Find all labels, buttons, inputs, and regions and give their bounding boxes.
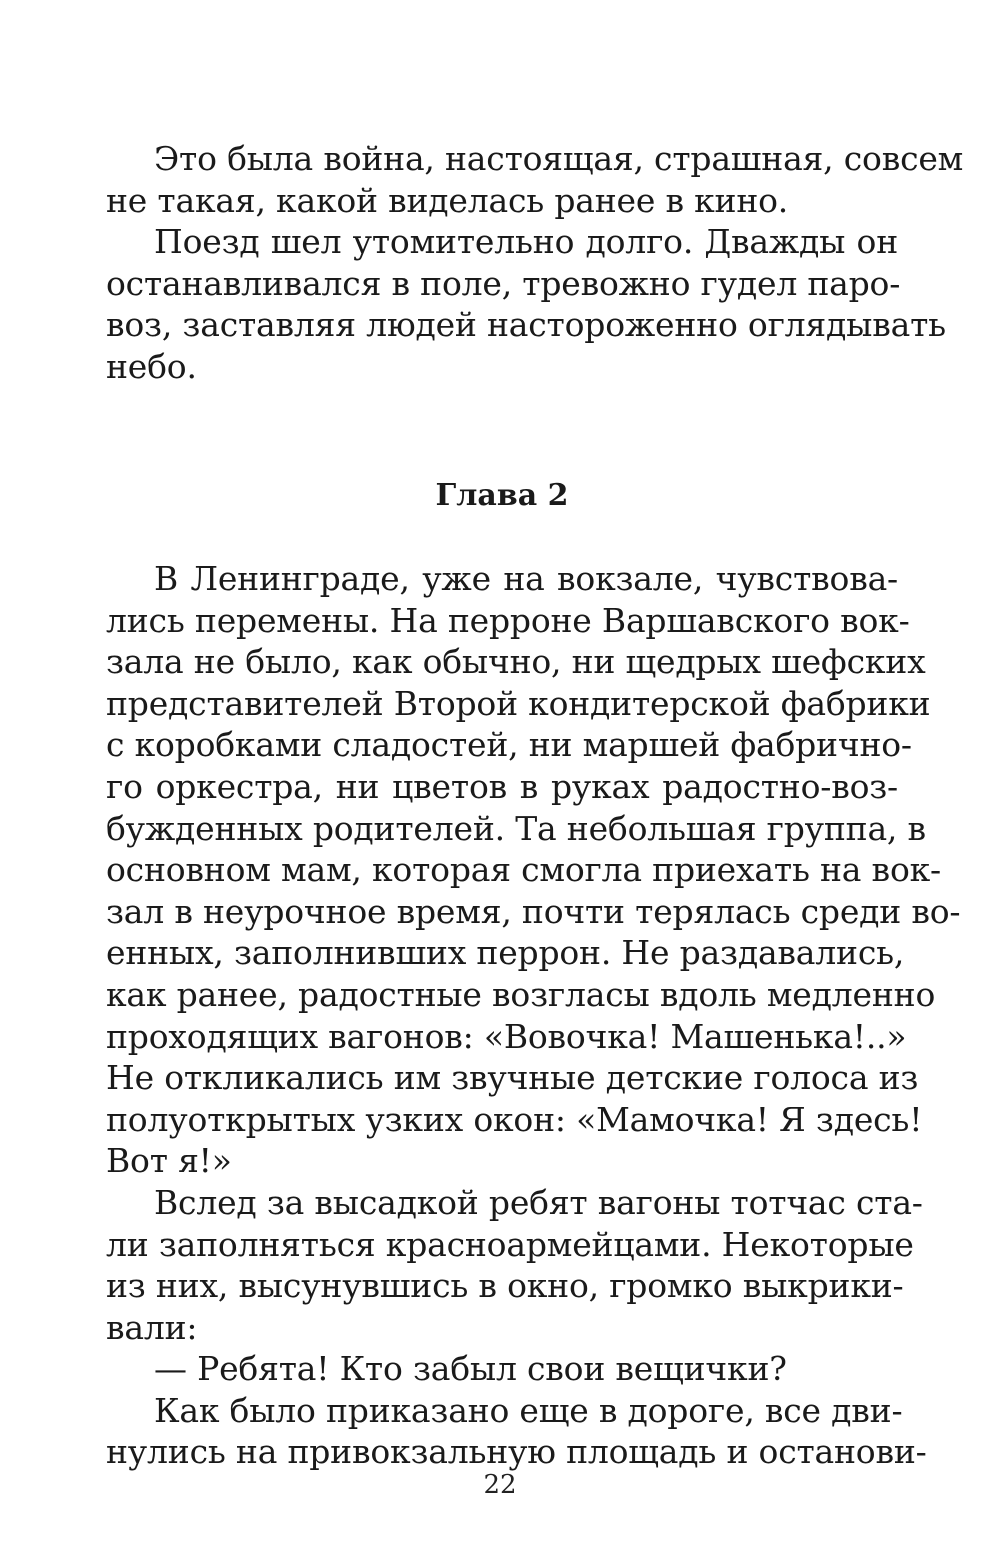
text-line: не такая, какой виделась ранее в кино. bbox=[106, 180, 789, 220]
text-line: из них, высунувшись в окно, громко выкрики- bbox=[106, 1266, 904, 1306]
text-line: останавливался в поле, тревожно гудел паро- bbox=[106, 263, 901, 303]
text-line: го оркестра, ни цветов в руках радостно-воз- bbox=[106, 766, 898, 806]
section-before-chapter bbox=[106, 138, 964, 388]
paragraph bbox=[106, 1390, 927, 1473]
text-line: — Ребята! Кто забыл свои вещички? bbox=[154, 1349, 787, 1389]
text-line: воз, заставляя людей настороженно оглядывать bbox=[106, 305, 946, 345]
text-line: В Ленинграде, уже на вокзале, чувствова- bbox=[154, 559, 898, 598]
text-line: основном мам, которая смогла приехать на вок- bbox=[106, 850, 941, 890]
text-line: Не откликались им звучные детские голоса из bbox=[106, 1058, 919, 1098]
text-line: Поезд шел утомительно долго. Дважды он bbox=[154, 222, 898, 262]
paragraph bbox=[106, 1182, 923, 1348]
text-line: с коробками сладостей, ни маршей фабрично- bbox=[106, 725, 912, 765]
text-line: ли заполняться красноармейцами. Некоторые bbox=[106, 1224, 914, 1264]
page-number: 22 bbox=[483, 1470, 517, 1500]
text-line: как ранее, радостные возгласы вдоль медленно bbox=[106, 974, 936, 1014]
text-line: зала не было, как обычно, ни щедрых шефских bbox=[106, 642, 926, 682]
text-line: Вот я!» bbox=[106, 1141, 232, 1181]
text-line: лись перемены. На перроне Варшавского вок- bbox=[106, 600, 910, 640]
text-line: бужденных родителей. Та небольшая группа, в bbox=[106, 808, 926, 848]
text-line: проходящих вагонов: «Вовочка! Машенька!..» bbox=[106, 1016, 907, 1056]
text-line: небо. bbox=[106, 346, 197, 386]
text-line: Как было приказано еще в дороге, все дви- bbox=[154, 1390, 903, 1430]
paragraph bbox=[106, 558, 961, 1182]
paragraph bbox=[106, 221, 946, 387]
text-line: зал в неурочное время, почти терялась среди во- bbox=[106, 891, 961, 931]
text-line: Вслед за высадкой ребят вагоны тотчас ста- bbox=[154, 1182, 923, 1222]
dialogue-paragraph bbox=[106, 1348, 898, 1390]
text-line: представителей Второй кондитерской фабрики bbox=[106, 683, 931, 723]
text-line: вали: bbox=[106, 1307, 198, 1347]
text-line: полуоткрытых узких окон: «Мамочка! Я здесь! bbox=[106, 1099, 923, 1139]
text-line: енных, заполнивших перрон. Не раздавались, bbox=[106, 933, 905, 973]
text-line: Это была война, настоящая, страшная, совсем bbox=[154, 139, 964, 178]
text-line: нулись на привокзальную площадь и останови- bbox=[106, 1432, 927, 1472]
chapter-title: Глава 2 bbox=[435, 478, 569, 513]
chapter-body bbox=[106, 558, 961, 1473]
paragraph bbox=[106, 138, 964, 221]
